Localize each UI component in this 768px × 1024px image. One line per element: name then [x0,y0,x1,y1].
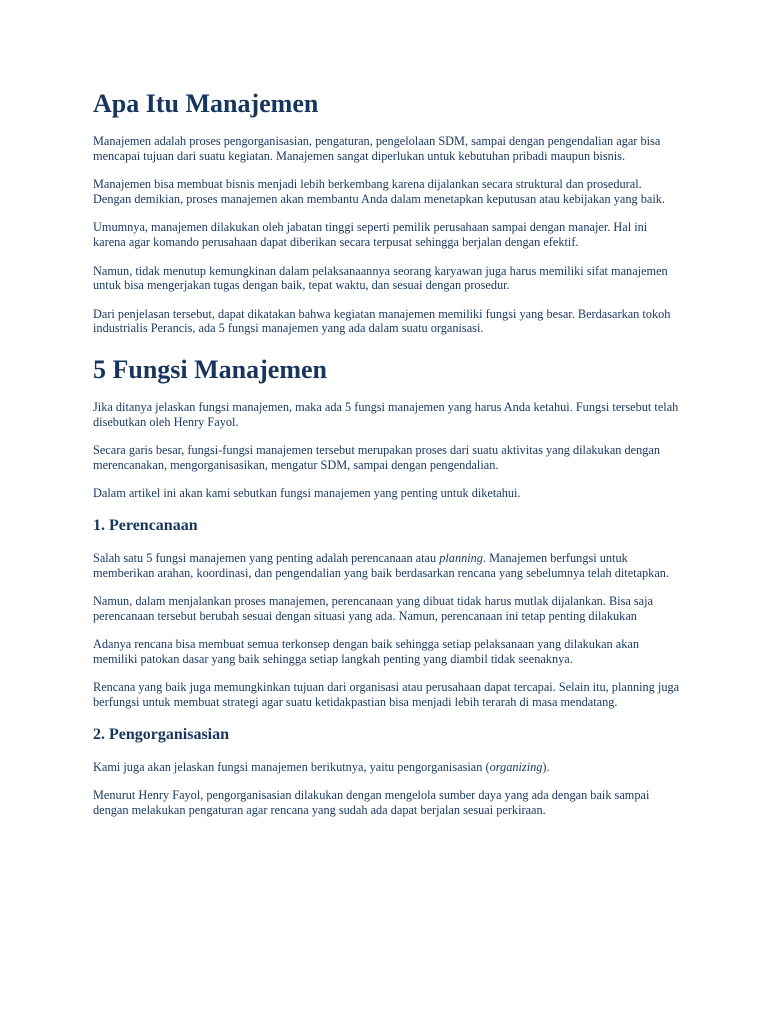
heading-perencanaan: 1. Perencanaan [93,516,198,534]
paragraph: Secara garis besar, fungsi-fungsi manajemen tersebut merupakan proses dari suatu aktivitas yang dilakukan dengan merencanakan, mengorganisasikan, mengatur SDM, sampai dengan pengendalian. [93,443,661,472]
paragraph: Umumnya, manajemen dilakukan oleh jabatan tinggi seperti pemilik perusahaan sampai dengan manajer. Hal ini karena agar komando perusahaan dapat diberikan secara terpusat sehingga berjalan dengan efektif. [93,220,648,249]
text-run: Salah satu 5 fungsi manajemen yang penting adalah perencanaan atau [93,550,440,565]
document-page [93,84,683,831]
text-run: . Manajemen berfungsi untuk memberikan arahan, koordinasi, dan pengendalian yang baik berdasarkan rencana yang sebelumnya telah ditetapkan. [93,550,670,580]
paragraph: Manajemen adalah proses pengorganisasian, pengaturan, pengelolaan SDM, sampai dengan pengendalian agar bisa mencapai tujuan dari suatu kegiatan. Manajemen sangat diperlukan untuk kebutuhan pribadi maupun bisnis. [93,134,661,163]
paragraph: Namun, tidak menutup kemungkinan dalam pelaksanaannya seorang karyawan juga harus memiliki sifat manajemen untuk bisa mengerjakan tugas dengan baik, tepat waktu, dan sesuai dengan prosedur. [93,263,668,293]
paragraph: Namun, dalam menjalankan proses manajemen, perencanaan yang dibuat tidak harus mutlak dijalankan. Bisa saja perencanaan tersebut berubah sesuai dengan situasi yang ada. Namun, perencanaan ini tetap penting dilakukan [93,594,654,623]
text-run: ). [542,759,550,774]
paragraph: Adanya rencana bisa membuat semua terkonsep dengan baik sehingga setiap pelaksanaan yang dilakukan akan memiliki patokan dasar yang baik sehingga setiap langkah penting yang diambil tidak seenaknya. [93,637,639,666]
heading-5-fungsi-manajemen: 5 Fungsi Manajemen [93,354,327,384]
paragraph: Jika ditanya jelaskan fungsi manajemen, maka ada 5 fungsi manajemen yang harus Anda ketahui. Fungsi tersebut telah disebutkan oleh Henry Fayol. [93,399,679,429]
text-run: Kami juga akan jelaskan fungsi manajemen berikutnya, yaitu pengorganisasian ( [93,759,490,774]
paragraph: Dari penjelasan tersebut, dapat dikatakan bahwa kegiatan manajemen memiliki fungsi yang besar. Berdasarkan tokoh industrialis Perancis, ada 5 fungsi manajemen yang ada dalam suatu organisasi. [93,306,671,336]
paragraph [93,760,683,775]
heading-apa-itu-manajemen: Apa Itu Manajemen [93,89,319,118]
heading-pengorganisasian: 2. Pengorganisasian [93,725,230,743]
italic-term: organizing [489,759,543,774]
paragraph: Manajemen bisa membuat bisnis menjadi lebih berkembang karena dijalankan secara struktural dan prosedural. Dengan demikian, proses manajemen akan membantu Anda dalam menetapkan keputusan atau kebijakan yang baik. [93,177,665,206]
paragraph: Dalam artikel ini akan kami sebutkan fungsi manajemen yang penting untuk diketahui. [93,486,521,501]
paragraph: Menurut Henry Fayol, pengorganisasian dilakukan dengan mengelola sumber daya yang ada dengan baik sampai dengan melakukan pengaturan agar rencana yang sudah ada dapat berjalan sesuai perkiraan. [93,788,650,817]
paragraph: Rencana yang baik juga memungkinkan tujuan dari organisasi atau perusahaan dapat tercapai. Selain itu, planning juga berfungsi untuk membuat strategi agar suatu ketidakpastian bisa menjadi lebih terarah di masa mendatang. [93,680,680,710]
italic-term: planning [439,550,483,565]
paragraph [93,551,683,580]
